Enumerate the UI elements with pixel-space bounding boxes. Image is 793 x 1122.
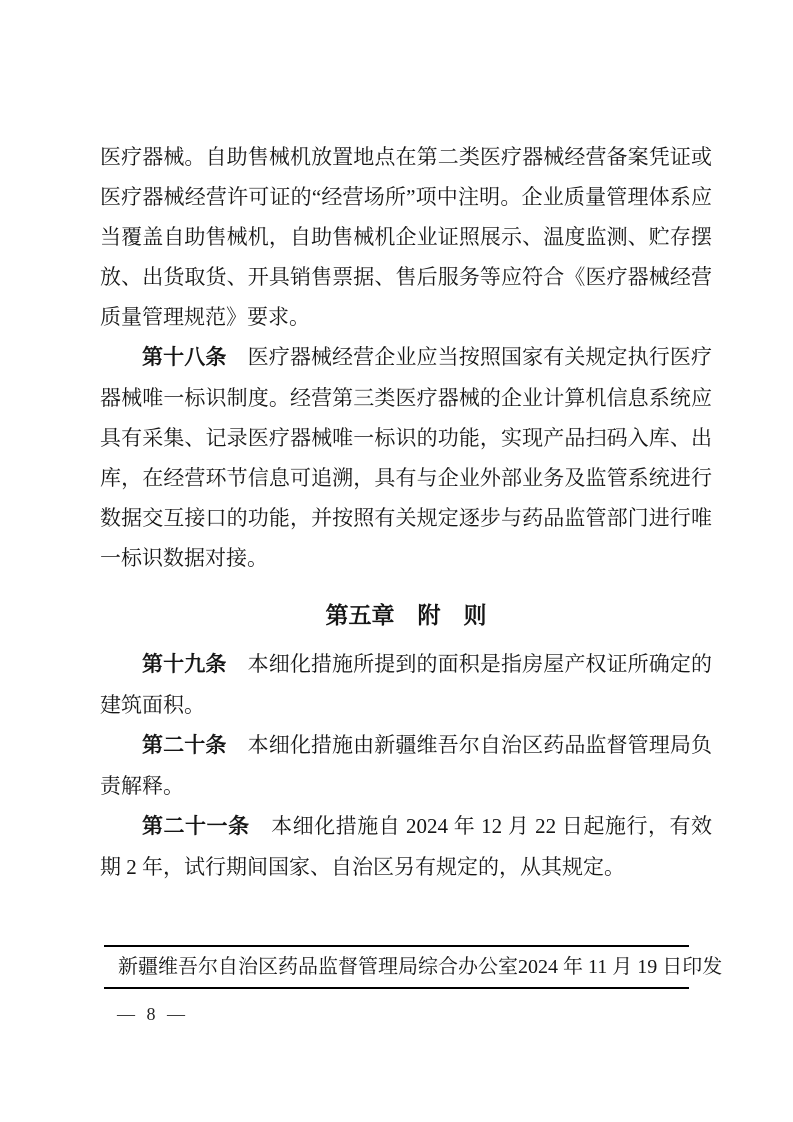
document-body — [100, 137, 712, 887]
footer-issuing-office: 新疆维吾尔自治区药品监督管理局综合办公室 — [118, 956, 518, 978]
article-number-label: 第十八条 — [142, 346, 227, 369]
page-number: — 8 — — [117, 1004, 185, 1024]
article-number-label: 第十九条 — [142, 653, 227, 676]
paragraph-text: 本细化措施由新疆维吾尔自治区药品监督管理局负责解释。 — [100, 733, 713, 798]
chapter-heading: 第五章 附 则 — [325, 603, 487, 628]
paragraph-article-20 — [100, 725, 712, 806]
paragraph-article-21 — [100, 806, 712, 887]
paragraph-article-18 — [100, 337, 712, 578]
article-number-label: 第二十条 — [142, 734, 227, 757]
paragraph-continuation — [100, 137, 712, 337]
paragraph-text: 本细化措施所提到的面积是指房屋产权证所确定的建筑面积。 — [100, 652, 713, 717]
article-number-label: 第二十一条 — [142, 815, 250, 838]
footer-print-date: 2024 年 11 月 19 日印发 — [518, 956, 723, 978]
paragraph-text: 医疗器械经营企业应当按照国家有关规定执行医疗器械唯一标识制度。经营第三类医疗器械的企业计算机信息系统应具有采集、记录医疗器械唯一标识的功能，实现产品扫码入库、出库，在经营环节信息可追溯，具有与企业外部业务及监管系统进行数据交互接口的功能，并按照有关规定逐步与药品监管部门进行唯一标识数据对接。 — [100, 345, 713, 570]
paragraph-text: 本细化措施自 2024 年 12 月 22 日起施行，有效期 2 年，试行期间国家、自治区另有规定的，从其规定。 — [100, 814, 713, 879]
footer-colophon — [104, 945, 723, 989]
paragraph-text: 医疗器械。自助售械机放置地点在第二类医疗器械经营备案凭证或医疗器械经营许可证的“经营场所”项中注明。企业质量管理体系应当覆盖自助售械机，自助售械机企业证照展示、温度监测、贮存摆放、出货取货、开具销售票据、售后服务等应符合《医疗器械经营质量管理规范》要求。 — [100, 145, 712, 329]
paragraph-article-19 — [100, 644, 712, 725]
